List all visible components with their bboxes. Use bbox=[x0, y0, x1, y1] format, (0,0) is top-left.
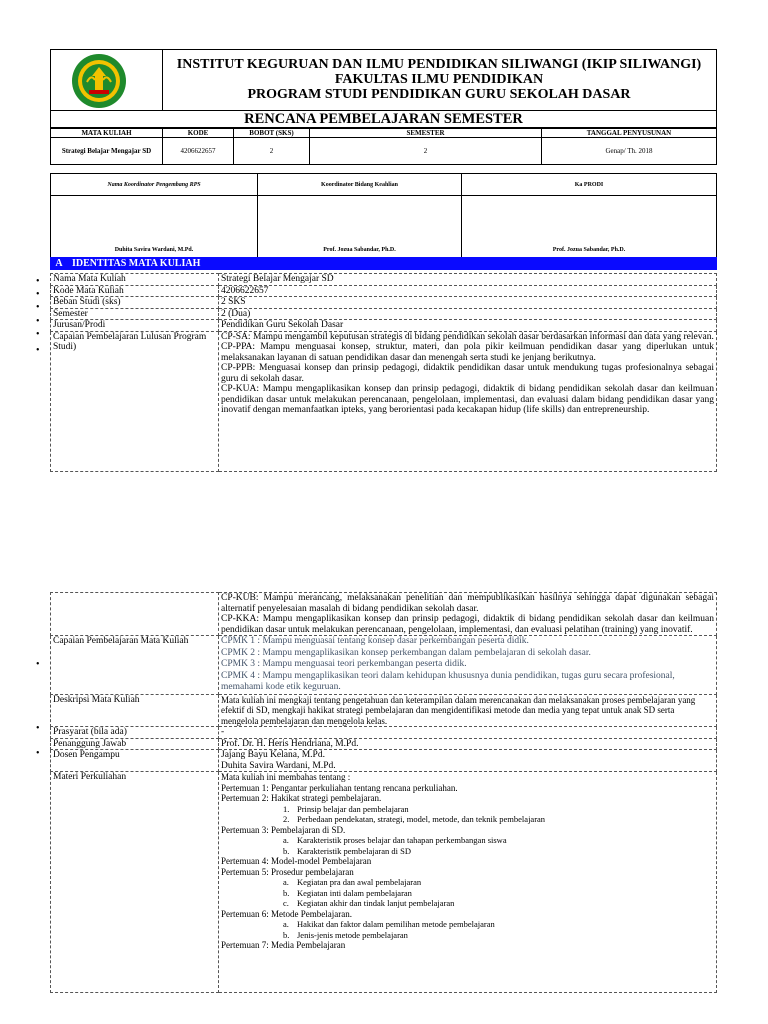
cpl-item: CP-PPA: Mampu menguasai konsep, struktur, materi, dan pola pikir keilmuan pendidikan dasar yang diperlukan untuk melaksanakan layanan di satuan pendidikan dasar dan menengah serta studi ke jenjang berikutnya. bbox=[221, 342, 714, 363]
materi-meeting: Pertemuan 6: Metode Pembelajaran. bbox=[221, 908, 352, 919]
meta-course-value: Strategi Belajar Mengajar SD bbox=[51, 138, 163, 165]
bullet-icon: • bbox=[36, 345, 40, 356]
table-row bbox=[51, 274, 717, 286]
list-item-text: Kegiatan akhir dan tindak lanjut pembelajaran bbox=[297, 898, 455, 908]
bullet-icon: • bbox=[36, 316, 40, 327]
table-row bbox=[51, 727, 717, 739]
dosen-name: Duhita Savira Wardani, M.Pd. bbox=[221, 760, 336, 771]
bullet-icon: • bbox=[36, 276, 40, 287]
bullet-icon: • bbox=[36, 289, 40, 300]
prasyarat-label: Prasyarat (bila ada) bbox=[51, 727, 219, 739]
identity-value: 2 SKS bbox=[219, 297, 717, 309]
identity-value: Pendidikan Guru Sekolah Dasar bbox=[219, 320, 717, 332]
document-header bbox=[50, 49, 717, 111]
materi-label: Materi Perkuliahan bbox=[51, 772, 219, 993]
deskripsi-value: Mata kuliah ini mengkaji tentang pengetahuan dan keterampilan dalam merencanakan dan melaksanakan proses pembelajaran yang efektif di SD, mengkaji hakikat strategi pembelajaran dan mengidentifikasi metode dan media yang tepat untuk anak SD serta mengelola pembelajaran dan mengelola kelas. bbox=[219, 694, 717, 727]
pj-value: Prof. Dr. H. Heris Hendriana, M.Pd. bbox=[219, 738, 717, 750]
cpl-item: CP-PPB: Menguasai konsep dan prinsip pedagogi, didaktik pendidikan dasar untuk mendukung tugas profesionalnya sebagai guru di sekolah dasar. bbox=[221, 363, 714, 384]
list-marker: a. bbox=[283, 835, 289, 845]
bullet-icon: • bbox=[36, 302, 40, 313]
materi-lines bbox=[221, 783, 714, 951]
table-row bbox=[51, 285, 717, 297]
meta-date-value: Genap/ Th. 2018 bbox=[542, 138, 717, 165]
meta-header-date: TANGGAL PENYUSUNAN bbox=[542, 129, 717, 138]
cpmk-value bbox=[219, 636, 717, 695]
document-title: RENCANA PEMBELAJARAN SEMESTER bbox=[50, 111, 717, 128]
table-row bbox=[51, 636, 717, 695]
signature-role-expertise: Koordinator Bidang Keahlian bbox=[258, 174, 462, 196]
deskripsi-label: Deskripsi Mata Kuliah bbox=[51, 694, 219, 727]
list-marker: a. bbox=[283, 877, 289, 887]
list-item-text: Perbedaan pendekatan, strategi, model, metode, dan teknik pembelajaran bbox=[297, 814, 546, 824]
bullet-icon: • bbox=[36, 723, 40, 734]
cpl-item: CP-KKA: Mampu mengaplikasikan konsep dan prinsip pedagogi, didaktik di bidang pendidikan sekolah dasar dan keilmuan pendidikan dasar untuk melakukan perencanaan, pengelolaan, implementasi, dan evaluasi pelatihan (training) yang inovatif. bbox=[221, 614, 714, 635]
identity-label: Beban Studi (sks) bbox=[51, 297, 219, 309]
materi-meeting: Pertemuan 2: Hakikat strategi pembelajaran. bbox=[221, 793, 382, 803]
dosen-value bbox=[219, 750, 717, 772]
institution-titles bbox=[162, 50, 716, 110]
identity-value: 2 (Dua) bbox=[219, 308, 717, 320]
cpl-value-continued bbox=[219, 593, 717, 636]
materi-subitem bbox=[221, 846, 714, 857]
list-marker: b. bbox=[283, 845, 290, 856]
materi-subitem bbox=[221, 835, 714, 846]
meta-code-value: 4206622657 bbox=[163, 138, 234, 165]
identity-label: Kode Mata Kuliah bbox=[51, 285, 219, 297]
signature-table bbox=[50, 173, 717, 258]
table-row bbox=[51, 694, 717, 727]
list-item-text: Karakteristik pembelajaran di SD bbox=[297, 845, 412, 856]
identity-table bbox=[50, 273, 717, 472]
cpmk-item: CPMK 3 : Mampu menguasai teori perkembangan peserta didik. bbox=[221, 659, 467, 669]
table-row bbox=[51, 750, 717, 772]
materi-subitem bbox=[221, 804, 714, 815]
signature-role-kaprodi: Ka PRODI bbox=[462, 174, 717, 196]
course-meta-table bbox=[50, 128, 717, 165]
signature-role-coordinator: Nama Koordinator Pengembang RPS bbox=[51, 174, 258, 196]
dosen-name: Jajang Bayu Kelana, M.Pd. bbox=[221, 750, 325, 760]
table-row bbox=[51, 320, 717, 332]
identity-table-continued bbox=[50, 592, 717, 993]
list-item-text: Kegiatan pra dan awal pembelajaran bbox=[297, 877, 422, 887]
materi-subitem bbox=[221, 919, 714, 930]
logo-cell bbox=[51, 50, 163, 110]
materi-subitem bbox=[221, 888, 714, 899]
meta-header-credits: BOBOT (SKS) bbox=[234, 129, 310, 138]
materi-meeting: Pertemuan 4: Model-model Pembelajaran bbox=[221, 856, 372, 866]
materi-subitem bbox=[221, 898, 714, 909]
materi-subitem bbox=[221, 814, 714, 825]
identity-label: Nama Mata Kuliah bbox=[51, 274, 219, 286]
materi-subitem bbox=[221, 877, 714, 888]
signature-name-kaprodi: Prof. Jozua Sabandar, Ph.D. bbox=[462, 196, 717, 258]
materi-intro: Mata kuliah ini membahas tentang : bbox=[221, 772, 351, 782]
identity-label: Jurusan/Prodi bbox=[51, 320, 219, 332]
bullet-icon: • bbox=[36, 329, 40, 340]
cpl-item: CP-KUB: Mampu merancang, melaksanakan penelitian dan mempublikasikan hasilnya sehingga dapat digunakan sebagai alternatif penyelesaian masalah di bidang pendidikan sekolah dasar. bbox=[221, 593, 714, 614]
list-item-text: Hakikat dan faktor dalam pemilihan metode pembelajaran bbox=[297, 919, 495, 929]
signature-name-coordinator: Duhita Savira Wardani, M.Pd. bbox=[51, 196, 258, 258]
list-marker: b. bbox=[283, 929, 290, 940]
cpmk-item: CPMK 2 : Mampu mengaplikasikan konsep perkembangan dalam pembelajaran di sekolah dasar. bbox=[221, 647, 591, 658]
cpl-label: Capaian Pembelajaran Lulusan Program Studi) bbox=[51, 331, 219, 471]
identity-value: Strategi Belajar Mengajar SD bbox=[219, 274, 717, 286]
materi-meeting: Pertemuan 5: Prosedur pembelajaran bbox=[221, 866, 354, 877]
list-item-text: Prinsip belajar dan pembelajaran bbox=[297, 803, 409, 814]
list-marker: 2. bbox=[283, 814, 290, 824]
list-marker: b. bbox=[283, 887, 290, 898]
bullet-icon: • bbox=[36, 748, 40, 759]
dosen-label: Dosen Pengampu bbox=[51, 750, 219, 772]
bullet-icon: • bbox=[36, 659, 40, 670]
materi-meeting: Pertemuan 1: Pengantar perkuliahan tentang rencana perkuliahan. bbox=[221, 782, 458, 793]
list-marker: 1. bbox=[283, 803, 290, 814]
meta-credits-value: 2 bbox=[234, 138, 310, 165]
materi-value bbox=[219, 772, 717, 993]
materi-meeting: Pertemuan 7: Media Pembelajaran bbox=[221, 940, 346, 950]
section-title: IDENTITAS MATA KULIAH bbox=[72, 258, 201, 269]
meta-header-semester: SEMESTER bbox=[310, 129, 542, 138]
meta-header-course: MATA KULIAH bbox=[51, 129, 163, 138]
table-row bbox=[51, 331, 717, 471]
cpmk-label: Capaian Pembelajaran Mata Kuliah bbox=[51, 636, 219, 695]
ikip-siliwangi-logo-icon bbox=[69, 52, 129, 110]
pj-label: Penanggung Jawab bbox=[51, 738, 219, 750]
cpl-value bbox=[219, 331, 717, 471]
table-row bbox=[51, 297, 717, 309]
cpmk-item: CPMK 1 : Mampu menguasai tentang konsep dasar perkembangan peserta didik. bbox=[221, 636, 529, 646]
list-item-text: Karakteristik proses belajar dan tahapan perkembangan siswa bbox=[297, 835, 507, 845]
section-a-bar bbox=[50, 257, 717, 270]
table-row bbox=[51, 308, 717, 320]
signature-name-expertise: Prof. Jozua Sabandar, Ph.D. bbox=[258, 196, 462, 258]
cpmk-item: CPMK 4 : Mampu mengaplikasikan teori dalam kehidupan khususnya dunia pendidikan, tugas guru secara profesional, memahami kode etik keguruan. bbox=[221, 670, 675, 692]
materi-subitem bbox=[221, 930, 714, 941]
section-letter: A bbox=[55, 258, 63, 269]
table-row bbox=[51, 738, 717, 750]
table-row bbox=[51, 593, 717, 636]
meta-header-code: KODE bbox=[163, 129, 234, 138]
cpl-item: CP-KUA: Mampu mengaplikasikan konsep dan prinsip pedagogi, didaktik di bidang pendidikan sekolah dasar dan keilmuan pendidikan dasar untuk melakukan perencanaan, pengelolaan, implementasi, dan evaluasi dalam bidang pendidikan dasar yang inovatif dengan memanfaatkan ipteks, yang berorientasi pada kecakapan hidup (life skills) dan entrepreneurship. bbox=[221, 384, 714, 415]
faculty-name: FAKULTAS ILMU PENDIDIKAN bbox=[334, 72, 544, 87]
list-marker: a. bbox=[283, 919, 289, 929]
institution-name: INSTITUT KEGURUAN DAN ILMU PENDIDIKAN SILIWANGI (IKIP SILIWANGI) bbox=[176, 57, 702, 72]
table-row bbox=[51, 772, 717, 993]
list-marker: c. bbox=[283, 898, 289, 908]
materi-meeting: Pertemuan 3: Pembelajaran di SD. bbox=[221, 824, 346, 835]
identity-value: 4206622657 bbox=[219, 285, 717, 297]
cpl-item: CP-SA: Mampu mengambil keputusan strategis di bidang pendidikan sekolah dasar berdasarkan informasi dan data yang relevan. bbox=[221, 331, 714, 342]
list-item-text: Kegiatan inti dalam pembelajaran bbox=[297, 887, 412, 898]
program-name: PROGRAM STUDI PENDIDIKAN GURU SEKOLAH DASAR bbox=[247, 87, 631, 102]
prasyarat-value: - bbox=[219, 727, 717, 739]
identity-label: Semester bbox=[51, 308, 219, 320]
list-item-text: Jenis-jenis metode pembelajaran bbox=[297, 929, 408, 940]
meta-semester-value: 2 bbox=[310, 138, 542, 165]
